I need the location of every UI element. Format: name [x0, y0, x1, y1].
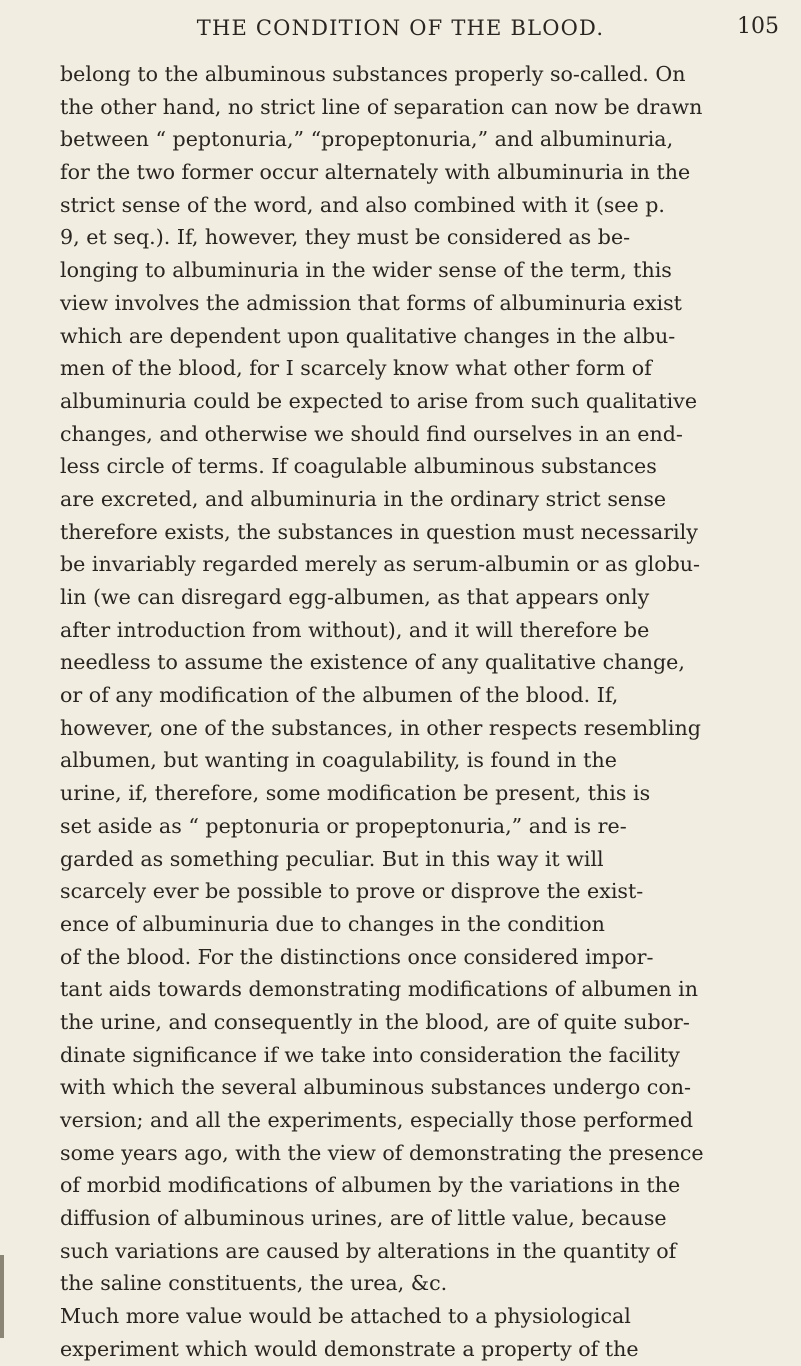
text-line: 9, et seq.). If, however, they must be considered as be- — [60, 225, 631, 250]
body-text — [60, 58, 801, 1366]
text-line: be invariably regarded merely as serum-albumin or as globu- — [60, 552, 701, 577]
text-line: experiment which would demonstrate a property of the — [60, 1336, 639, 1361]
text-line: after introduction from without), and it will therefore be — [60, 617, 650, 642]
text-line: the urine, and consequently in the blood, are of quite subor- — [60, 1009, 690, 1034]
text-line: albuminuria could be expected to arise from such qualitative — [60, 388, 698, 413]
text-line: strict sense of the word, and also combined with it (see p. — [60, 192, 665, 217]
text-line: with which the several albuminous substances undergo con- — [60, 1075, 691, 1100]
text-line: version; and all the experiments, especially those performed — [60, 1108, 694, 1132]
text-line: needless to assume the existence of any qualitative change, — [60, 650, 685, 675]
text-line: albumen, but wanting in coagulability, is found in the — [60, 748, 617, 773]
text-line: the other hand, no strict line of separation can now be drawn — [60, 94, 703, 119]
text-line: belong to the albuminous substances properly so-called. On — [60, 62, 686, 86]
text-line: view involves the admission that forms of albuminuria exist — [60, 290, 682, 315]
text-line: or of any modification of the albumen of the blood. If, — [60, 683, 619, 708]
text-line: lin (we can disregard egg-albumen, as that appears only — [60, 585, 650, 609]
text-line: men of the blood, for I scarcely know what other form of — [60, 356, 652, 381]
text-line: some years ago, with the view of demonstrating the presence — [60, 1140, 704, 1165]
page-edge-mark — [0, 1255, 4, 1338]
text-line: however, one of the substances, in other respects resembling — [60, 715, 701, 740]
text-line: which are dependent upon qualitative changes in the albu- — [60, 323, 676, 348]
text-line: tant aids towards demonstrating modifications of albumen in — [60, 977, 699, 1002]
text-line: less circle of terms. If coagulable albuminous substances — [60, 454, 657, 479]
running-header — [0, 10, 801, 44]
text-line: garded as something peculiar. But in this way it will — [60, 846, 604, 871]
text-line: such variations are caused by alterations in the quantity of — [60, 1238, 677, 1263]
text-line: ence of albuminuria due to changes in the condition — [60, 911, 605, 936]
text-line: between “ peptonuria,” “propeptonuria,” and albuminuria, — [60, 127, 674, 152]
text-line: diffusion of albuminous urines, are of little value, because — [60, 1206, 667, 1231]
running-title: THE CONDITION OF THE BLOOD. — [196, 16, 605, 40]
text-line: set aside as “ peptonuria or propeptonuria,” and is re- — [60, 813, 627, 838]
text-line: for the two former occur alternately with albuminuria in the — [60, 160, 691, 185]
text-line: of morbid modifications of albumen by the variations in the — [60, 1173, 681, 1198]
text-line: Much more value would be attached to a physiological — [60, 1304, 631, 1329]
text-line: of the blood. For the distinctions once considered impor- — [60, 944, 654, 969]
text-line: the saline constituents, the urea, &c. — [60, 1271, 448, 1296]
text-line: longing to albuminuria in the wider sense of the term, this — [60, 258, 672, 283]
text-line: scarcely ever be possible to prove or disprove the exist- — [60, 879, 644, 904]
text-line: changes, and otherwise we should find ourselves in an end- — [60, 421, 683, 446]
text-line: are excreted, and albuminuria in the ordinary strict sense — [60, 486, 667, 511]
text-line: dinate significance if we take into consideration the facility — [60, 1042, 680, 1067]
text-line: therefore exists, the substances in question must necessarily — [60, 519, 698, 544]
text-line: urine, if, therefore, some modification be present, this is — [60, 781, 651, 806]
page-number: 105 — [737, 14, 779, 39]
